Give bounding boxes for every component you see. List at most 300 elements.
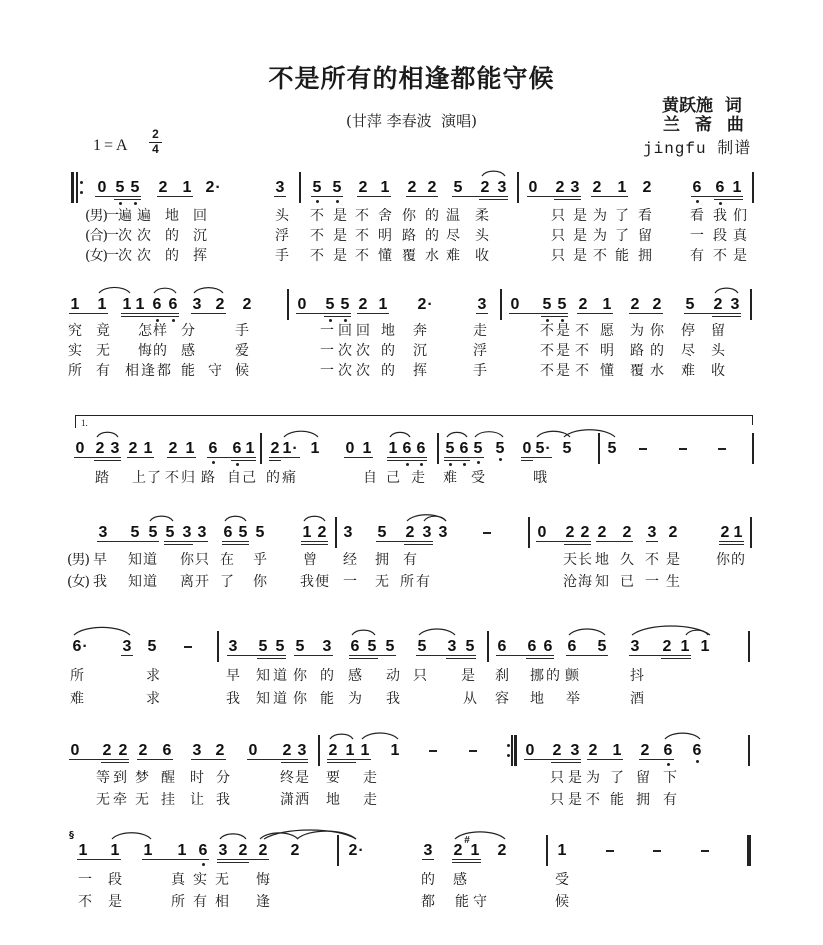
lyric-char: 我 xyxy=(386,691,400,707)
lyric-char: 感 xyxy=(348,668,362,684)
lyric-char: 海 xyxy=(578,574,592,590)
augmentation-dot: · xyxy=(545,440,551,457)
lyric-char: 头 xyxy=(475,228,489,244)
note: 0 xyxy=(345,440,355,457)
note: 2 xyxy=(328,742,338,759)
slur-arc xyxy=(665,733,700,739)
lyric-char: 为 xyxy=(593,208,607,224)
note: 3 xyxy=(730,296,740,313)
lyric-char: 段 xyxy=(713,228,727,244)
lyric-char: 不 xyxy=(645,552,659,568)
note: 2 xyxy=(348,842,358,859)
lyric-char: 受 xyxy=(555,872,569,888)
lyric-char: 拥 xyxy=(375,552,389,568)
note: 2 xyxy=(317,524,327,541)
lyric-char: 不 xyxy=(310,228,324,244)
key-signature: 1=A xyxy=(93,137,131,154)
dash-extension xyxy=(650,841,664,861)
lyric-char: 留 xyxy=(638,228,652,244)
note: 5 xyxy=(130,524,140,541)
lyric-char: 刹 xyxy=(495,668,509,684)
lyric-char: 自 xyxy=(227,470,241,486)
lyric-char: 路 xyxy=(201,470,215,486)
lyric-char: 酒 xyxy=(630,691,644,707)
lyric-char: 一 xyxy=(343,574,357,590)
lyric-char: 怎 xyxy=(138,323,152,339)
note: 2 xyxy=(215,296,225,313)
lyric-char: 是 xyxy=(573,228,587,244)
duration-underline xyxy=(554,199,581,200)
lyric-char: 覆 xyxy=(630,363,644,379)
lyric-char: 早 xyxy=(226,668,240,684)
dash-extension xyxy=(603,841,617,861)
note: 1 xyxy=(78,842,88,859)
note: 2 xyxy=(242,296,252,313)
lyric-char: 为 xyxy=(586,770,600,786)
lyric-char: 挂 xyxy=(161,792,175,808)
lyric-char: 的 xyxy=(731,552,745,568)
lyric-char: 我 xyxy=(93,574,107,590)
low-octave-dot-icon xyxy=(696,200,699,203)
lyric-char: 道 xyxy=(273,668,287,684)
lyric-char: 地 xyxy=(595,552,609,568)
note: 5 xyxy=(542,296,552,313)
performers-credit: (甘萍 李春波 演唱) xyxy=(345,112,477,130)
lyric-char: 路 xyxy=(402,228,416,244)
lyric-char: 所 xyxy=(68,363,82,379)
barline xyxy=(517,172,519,203)
note: 3 xyxy=(192,296,202,313)
note: 3 xyxy=(423,842,433,859)
lyric-char: 能 xyxy=(615,248,629,264)
lyric-char: 我 xyxy=(713,208,727,224)
lyric-char: 潇 xyxy=(280,792,294,808)
note: 2 xyxy=(168,440,178,457)
note: 2 xyxy=(282,742,292,759)
lyric-char: 难 xyxy=(446,248,460,264)
final-barline xyxy=(747,835,751,866)
lyric-char: 不 xyxy=(355,228,369,244)
duration-underline xyxy=(269,460,281,461)
note: 5 xyxy=(597,638,607,655)
lyric-char: 次 xyxy=(338,363,352,379)
note: 2 xyxy=(407,179,417,196)
lyric-char: 手 xyxy=(473,363,487,379)
lyric-char: 覆 xyxy=(402,248,416,264)
lyric-char: 遍 xyxy=(137,208,151,224)
duration-underline xyxy=(349,658,378,659)
note: 1 xyxy=(557,842,567,859)
slur-arc xyxy=(154,288,176,293)
lyric-char: 相 xyxy=(125,363,139,379)
note: 1 xyxy=(185,440,195,457)
volta-line xyxy=(75,415,752,416)
note: 1 xyxy=(390,742,400,759)
note: 1 xyxy=(143,440,153,457)
duration-underline xyxy=(714,199,743,200)
note: 2 xyxy=(597,524,607,541)
barline xyxy=(752,433,754,464)
lyric-char: 实 xyxy=(193,872,207,888)
lyric-char: 挥 xyxy=(413,363,427,379)
lyric-char: 有 xyxy=(663,792,677,808)
lyric-char: 次 xyxy=(356,343,370,359)
low-octave-dot-icon xyxy=(463,463,466,466)
note: 3 xyxy=(275,179,285,196)
lyric-char: 只 xyxy=(195,552,209,568)
lyric-char: 了 xyxy=(615,208,629,224)
lyric-char: 长 xyxy=(578,552,592,568)
barline xyxy=(598,433,600,464)
lyric-char: 知 xyxy=(256,691,270,707)
slur-arc xyxy=(390,432,410,437)
low-octave-dot-icon xyxy=(420,463,423,466)
note: 5 xyxy=(495,440,505,457)
voice-label: (女) xyxy=(67,574,89,590)
slur-arc xyxy=(475,432,503,437)
note: 1 xyxy=(700,638,710,655)
lyric-char: 牵 xyxy=(113,792,127,808)
lyric-char: 自 xyxy=(363,470,377,486)
composer-credit: 兰 斋 曲 xyxy=(663,115,744,135)
lyric-char: 只 xyxy=(551,208,565,224)
lyric-char: 次 xyxy=(137,248,151,264)
low-octave-dot-icon xyxy=(449,463,452,466)
lyric-char: 候 xyxy=(235,363,249,379)
note: 1 xyxy=(182,179,192,196)
lyric-char: 是 xyxy=(461,668,475,684)
note: 6 xyxy=(350,638,360,655)
barline xyxy=(299,172,301,203)
lyric-char: 你 xyxy=(402,208,416,224)
lyric-char: 舍 xyxy=(378,208,392,224)
lyric-char: 不 xyxy=(575,323,589,339)
note: 3 xyxy=(98,524,108,541)
duration-underline xyxy=(231,460,256,461)
volta-end-tick xyxy=(752,415,753,425)
lyric-char: 水 xyxy=(650,363,664,379)
barline xyxy=(528,517,530,548)
note: 2 xyxy=(290,842,300,859)
barline xyxy=(500,289,502,320)
slur-arc xyxy=(362,733,398,739)
note: 5 xyxy=(340,296,350,313)
note: 2 xyxy=(565,524,575,541)
lyric-char: 不 xyxy=(575,363,589,379)
lyric-char: 相 xyxy=(215,894,229,910)
lyric-char: 下 xyxy=(663,770,677,786)
lyric-char: 你 xyxy=(293,668,307,684)
lyric-char: 的 xyxy=(546,668,560,684)
lyric-char: 段 xyxy=(108,872,122,888)
lyric-char: 拥 xyxy=(638,248,652,264)
lyric-char: 从 xyxy=(463,691,477,707)
lyric-char: 求 xyxy=(146,668,160,684)
lyric-char: 守 xyxy=(208,363,222,379)
note: 5 xyxy=(557,296,567,313)
lyric-char: 了 xyxy=(615,228,629,244)
lyric-char: 们 xyxy=(733,208,747,224)
lyric-char: 不 xyxy=(78,894,92,910)
lyric-char: 便 xyxy=(315,574,329,590)
lyric-char: 尽 xyxy=(681,343,695,359)
note: 5 xyxy=(165,524,175,541)
lyric-char: 回 xyxy=(338,323,352,339)
duration-underline xyxy=(114,199,141,200)
slur-arc xyxy=(260,833,298,839)
lyric-char: 我 xyxy=(226,691,240,707)
duration-underline xyxy=(387,460,427,461)
note: 1 xyxy=(732,179,742,196)
slur-arc xyxy=(284,431,318,437)
duration-underline xyxy=(719,544,744,545)
note: 2 xyxy=(662,638,672,655)
low-octave-dot-icon xyxy=(316,200,319,203)
lyric-char: 懂 xyxy=(378,248,392,264)
lyric-char: 你 xyxy=(253,574,267,590)
lyric-char: 沧 xyxy=(563,574,577,590)
note: 5 xyxy=(115,179,125,196)
lyric-char: 道 xyxy=(273,691,287,707)
note: 2 xyxy=(128,440,138,457)
lyric-char: 是 xyxy=(568,770,582,786)
note: 6 xyxy=(402,440,412,457)
repeat-end-barline-thin xyxy=(511,735,513,766)
lyric-char: 尽 xyxy=(446,228,460,244)
volta-start-tick xyxy=(75,415,76,428)
note: 1 xyxy=(617,179,627,196)
lyric-char: 是 xyxy=(556,343,570,359)
lyric-char: 懂 xyxy=(600,363,614,379)
lyric-char: 你 xyxy=(180,552,194,568)
lyric-char: 上 xyxy=(132,470,146,486)
note: 1 xyxy=(282,440,292,457)
slur-arc xyxy=(330,734,353,739)
augmentation-dot: · xyxy=(82,638,88,655)
lyric-char: 踏 xyxy=(95,470,109,486)
lyric-char: 的 xyxy=(153,343,167,359)
low-octave-dot-icon xyxy=(134,202,137,205)
lyric-char: 有 xyxy=(96,363,110,379)
repeat-dot-icon xyxy=(507,754,510,757)
note: 6 xyxy=(663,742,673,759)
lyric-char: 明 xyxy=(600,343,614,359)
lyric-char: 只 xyxy=(550,770,564,786)
lyric-char: 己 xyxy=(242,470,256,486)
lyric-char: 地 xyxy=(530,691,544,707)
lyric-char: 只 xyxy=(550,792,564,808)
lyric-char: 无 xyxy=(375,574,389,590)
duration-underline xyxy=(404,544,433,545)
lyric-char: 知 xyxy=(595,574,609,590)
duration-underline xyxy=(324,316,351,317)
duration-underline xyxy=(101,762,129,763)
lyric-char: 乎 xyxy=(253,552,267,568)
note: 6 xyxy=(543,638,553,655)
barline xyxy=(748,735,750,766)
lyric-char: 的 xyxy=(266,470,280,486)
note: 6 xyxy=(72,638,82,655)
note: 3 xyxy=(570,179,580,196)
lyric-char: 你 xyxy=(650,323,664,339)
lyric-char: 是 xyxy=(333,248,347,264)
lyric-char: 抖 xyxy=(630,668,644,684)
note: 2 xyxy=(552,742,562,759)
augmentation-dot: · xyxy=(427,296,433,313)
note: 6 xyxy=(208,440,218,457)
note: 5 xyxy=(453,179,463,196)
note: 3 xyxy=(110,440,120,457)
slur-arc xyxy=(225,516,246,521)
note: 2 xyxy=(215,742,225,759)
lyricist-credit: 黄跃施 词 xyxy=(662,96,742,116)
low-octave-dot-icon xyxy=(499,458,502,461)
note: 0 xyxy=(525,742,535,759)
note: 3 xyxy=(322,638,332,655)
note: 3 xyxy=(197,524,207,541)
duration-underline xyxy=(452,862,481,863)
voice-label: (男) xyxy=(85,208,107,224)
lyric-char: 挥 xyxy=(193,248,207,264)
voice-label: (男) xyxy=(67,552,89,568)
note: 0 xyxy=(528,179,538,196)
note: 3 xyxy=(570,742,580,759)
repeat-end-barline xyxy=(514,735,517,766)
lyric-char: 痛 xyxy=(282,470,296,486)
lyric-char: 浮 xyxy=(275,228,289,244)
note: 5 xyxy=(130,179,140,196)
slur-arc xyxy=(99,287,130,293)
repeat-start-barline-thin xyxy=(76,172,78,203)
duration-underline xyxy=(222,544,249,545)
dash-extension xyxy=(698,841,712,861)
slur-arc xyxy=(482,171,505,176)
note: 2 xyxy=(205,179,215,196)
lyric-char: 收 xyxy=(711,363,725,379)
note: 2 xyxy=(578,296,588,313)
lyric-char: 能 xyxy=(181,363,195,379)
lyric-char: 你 xyxy=(716,552,730,568)
lyric-char: 不 xyxy=(355,208,369,224)
note: 3 xyxy=(122,638,132,655)
note: 1 xyxy=(388,440,398,457)
lyric-char: 所 xyxy=(171,894,185,910)
lyric-char: 让 xyxy=(190,792,204,808)
lyric-char: 愿 xyxy=(600,323,614,339)
note: 2 xyxy=(417,296,427,313)
note: 1 xyxy=(310,440,320,457)
lyric-char: 洒 xyxy=(295,792,309,808)
lyric-char: 的 xyxy=(421,872,435,888)
dash-extension xyxy=(480,523,494,543)
lyric-char: 有 xyxy=(403,552,417,568)
lyric-char: 的 xyxy=(165,228,179,244)
slur-arc xyxy=(194,288,223,293)
song-title: 不是所有的相逢都能守候 xyxy=(268,64,555,93)
lyric-char: 不 xyxy=(575,343,589,359)
slur-arc xyxy=(424,516,446,521)
note: 5 xyxy=(295,638,305,655)
arranger-credit: jingfu 制谱 xyxy=(643,140,752,158)
note: 0 xyxy=(522,440,532,457)
lyric-char: 悔 xyxy=(138,343,152,359)
note: 2 xyxy=(713,296,723,313)
lyric-char: 逢 xyxy=(141,363,155,379)
lyric-char: 开 xyxy=(195,574,209,590)
note: 3 xyxy=(447,638,457,655)
lyric-char: 归 xyxy=(181,470,195,486)
note: 3 xyxy=(218,842,228,859)
lyric-char: 不 xyxy=(593,248,607,264)
slur-arc xyxy=(264,830,356,839)
slur-arc xyxy=(419,629,455,635)
note: 6 xyxy=(168,296,178,313)
lyric-char: 一 xyxy=(690,228,704,244)
lyric-char: 真 xyxy=(733,228,747,244)
note: 2 xyxy=(95,440,105,457)
note: 1 xyxy=(733,524,743,541)
dash-extension xyxy=(676,439,690,459)
lyric-char: 挪 xyxy=(530,668,544,684)
lyric-char: 是 xyxy=(295,770,309,786)
note: 3 xyxy=(438,524,448,541)
lyric-char: 留 xyxy=(636,770,650,786)
note: 1 xyxy=(380,179,390,196)
lyric-char: 不 xyxy=(713,248,727,264)
lyric-char: 候 xyxy=(555,894,569,910)
lyric-char: 已 xyxy=(620,574,634,590)
lyric-char: 一 xyxy=(78,872,92,888)
lyric-char: 为 xyxy=(593,228,607,244)
note: 3 xyxy=(192,742,202,759)
low-octave-dot-icon xyxy=(212,461,215,464)
slur-arc xyxy=(352,630,375,635)
note: 5 xyxy=(238,524,248,541)
note: 6 xyxy=(692,179,702,196)
note: 3 xyxy=(297,742,307,759)
note: 1 xyxy=(143,842,153,859)
note: 2 xyxy=(238,842,248,859)
note: 6 xyxy=(459,440,469,457)
lyric-char: 的 xyxy=(381,343,395,359)
lyric-char: 竟 xyxy=(96,323,110,339)
lyric-char: 回 xyxy=(193,208,207,224)
note: 0 xyxy=(97,179,107,196)
note: 1 xyxy=(470,842,480,859)
lyric-char: 走 xyxy=(363,770,377,786)
lyric-char: 悔 xyxy=(256,872,270,888)
note: 6 xyxy=(416,440,426,457)
note: 1 xyxy=(110,842,120,859)
lyric-char: 离 xyxy=(180,574,194,590)
note: 5 xyxy=(367,638,377,655)
lyric-char: 分 xyxy=(216,770,230,786)
barline xyxy=(748,631,750,662)
lyric-char: 都 xyxy=(157,363,171,379)
note: 5 xyxy=(332,179,342,196)
lyric-char: 道 xyxy=(143,552,157,568)
lyric-char: 明 xyxy=(378,228,392,244)
slur-arc xyxy=(407,515,446,521)
note: 1 xyxy=(612,742,622,759)
duration-underline xyxy=(712,316,741,317)
time-signature-beats: 2 xyxy=(152,127,159,141)
lyric-char: 爱 xyxy=(235,343,249,359)
lyric-char: 守 xyxy=(473,894,487,910)
volta-label: 1. xyxy=(81,418,88,428)
low-octave-dot-icon xyxy=(172,319,175,322)
lyric-char: 是 xyxy=(568,792,582,808)
